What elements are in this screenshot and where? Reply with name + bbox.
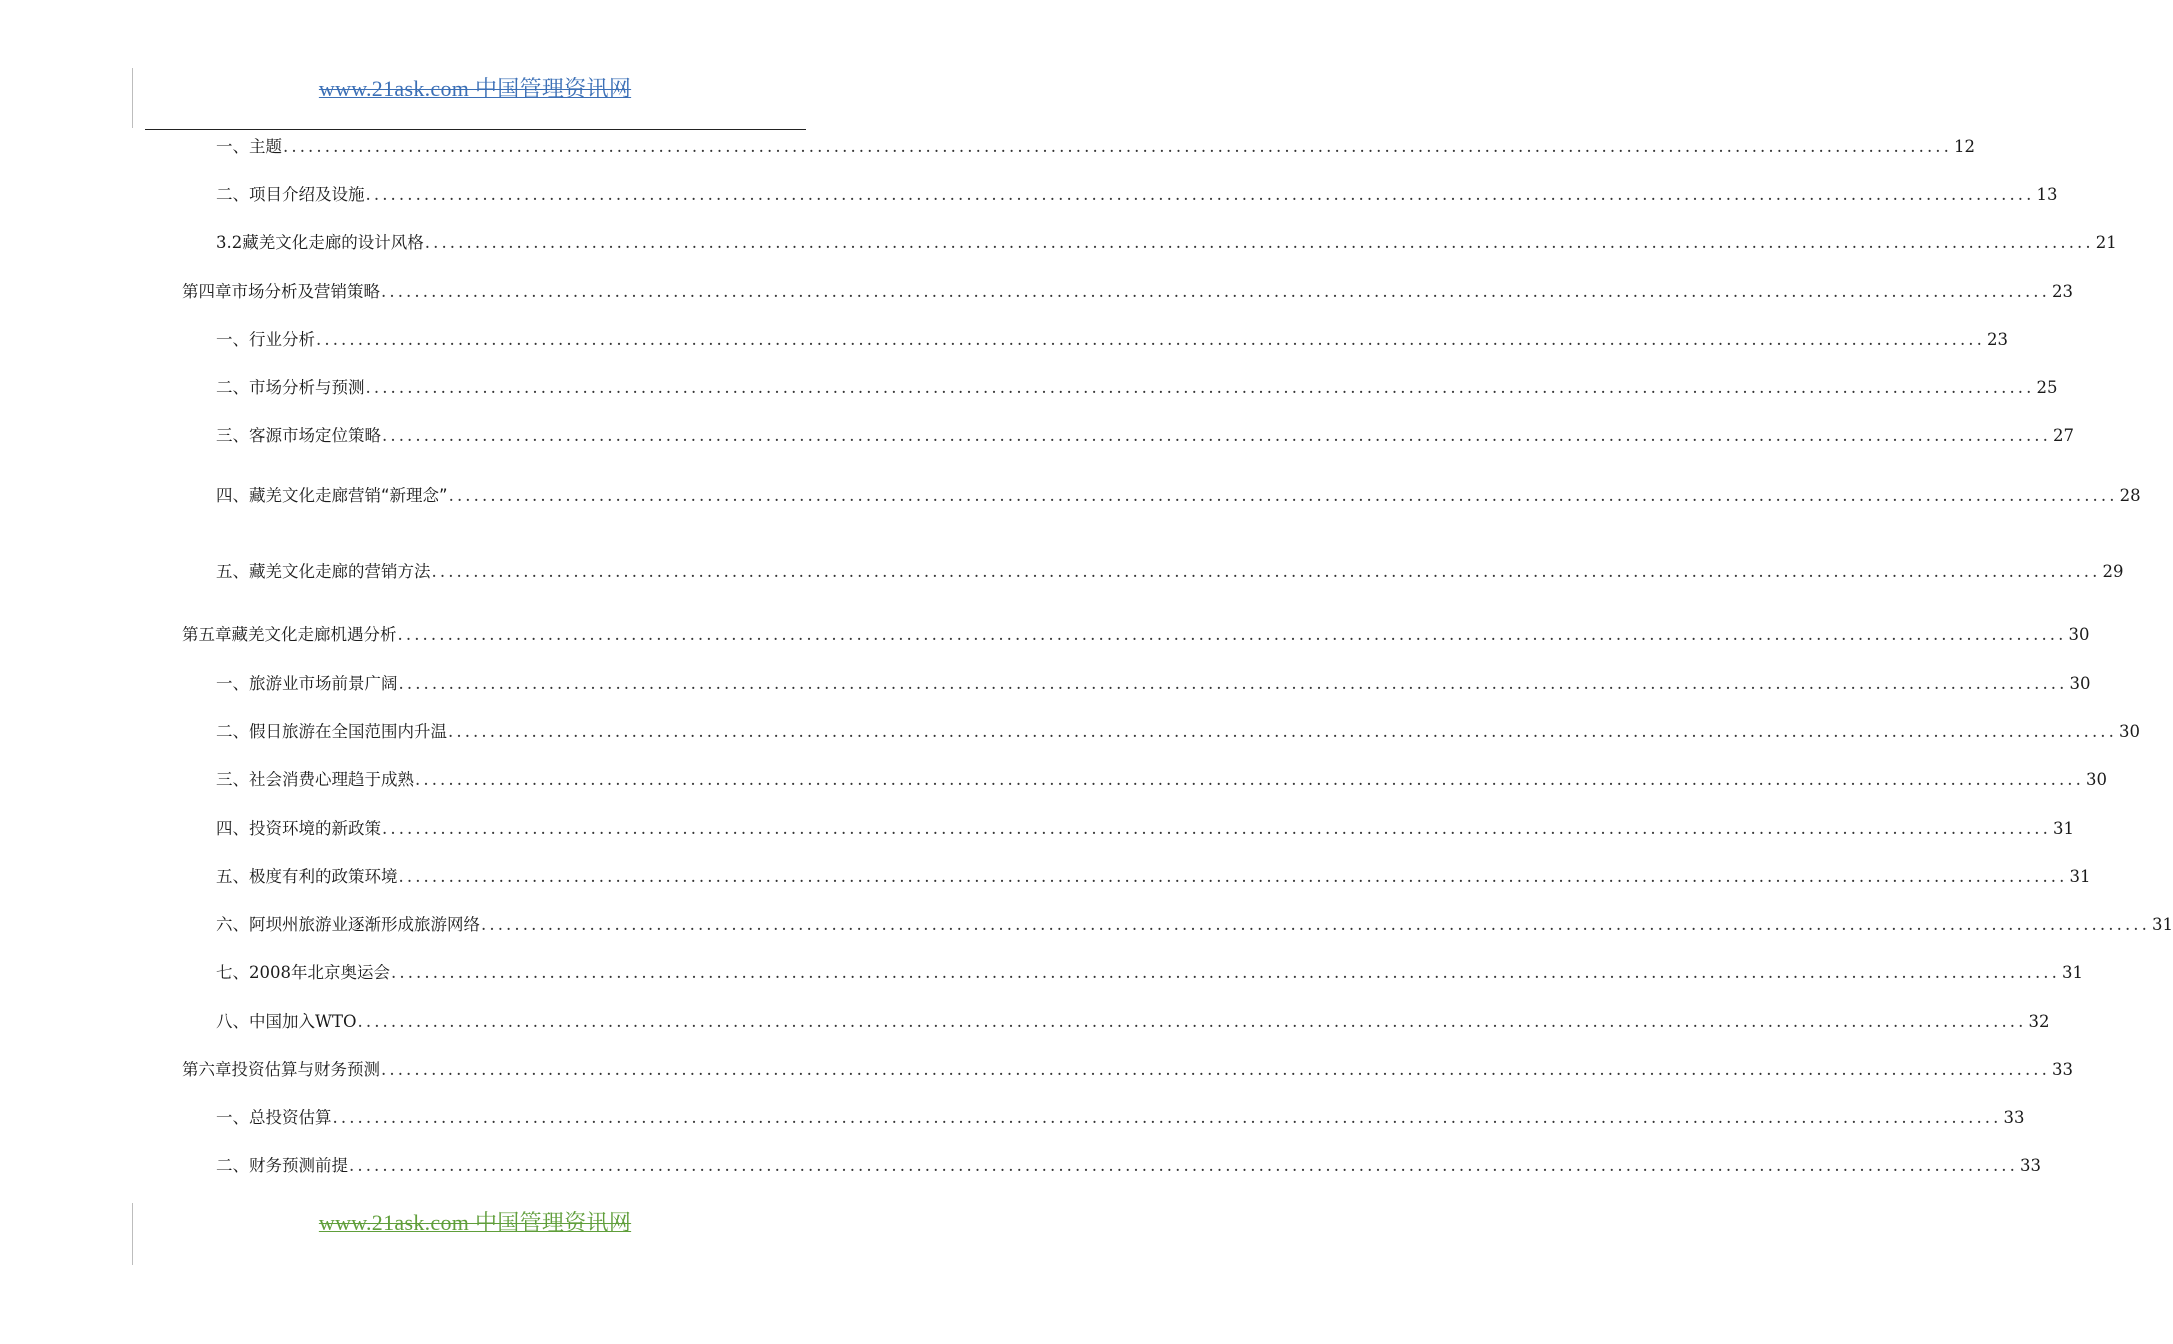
toc-entry-title: 七、2008年北京奥运会	[216, 963, 390, 982]
toc-page-number: 33	[2019, 1156, 2041, 1175]
toc-entry[interactable]	[216, 228, 2117, 254]
toc-leader: ........................................................................................................................................................................................................	[332, 1108, 2002, 1127]
toc-page-number: 32	[2028, 1012, 2050, 1031]
toc-entry[interactable]	[216, 862, 2091, 888]
toc-entry-title: 一、总投资估算	[216, 1108, 332, 1127]
toc-page-number: 33	[2051, 1060, 2073, 1079]
toc-leader: ........................................................................................................................................................................................................	[398, 674, 2068, 693]
toc-entry[interactable]	[216, 1103, 2025, 1129]
toc-leader: ........................................................................................................................................................................................................	[365, 185, 2035, 204]
toc-entry-title: 三、社会消费心理趋于成熟	[216, 770, 414, 789]
toc-chapter[interactable]	[182, 620, 2090, 646]
toc-entry-title: 一、旅游业市场前景广阔	[216, 674, 398, 693]
toc-entry-title: 五、藏羌文化走廊的营销方法	[216, 562, 431, 581]
toc-page-number: 31	[2069, 867, 2091, 886]
toc-entry[interactable]	[216, 557, 2124, 583]
toc-leader: ........................................................................................................................................................................................................	[382, 426, 2051, 445]
toc-page-number: 30	[2068, 625, 2090, 644]
toc-chapter[interactable]	[182, 277, 2073, 303]
toc-entry-title: 二、项目介绍及设施	[216, 185, 365, 204]
toc-entry-title: 六、阿坝州旅游业逐渐形成旅游网络	[216, 915, 480, 934]
toc-entry[interactable]	[216, 481, 2141, 507]
toc-entry-title: 八、中国加入WTO	[216, 1012, 357, 1031]
toc-chapter[interactable]	[182, 1055, 2073, 1081]
toc-leader: ........................................................................................................................................................................................................	[365, 378, 2035, 397]
toc-entry-title: 四、投资环境的新政策	[216, 819, 381, 838]
toc-entry[interactable]	[216, 717, 2140, 743]
toc-page-number: 12	[1953, 137, 1975, 156]
header-link[interactable]: www.21ask.com 中国管理资讯网	[318, 76, 632, 101]
toc-entry[interactable]	[216, 765, 2107, 791]
toc-leader: ........................................................................................................................................................................................................	[381, 282, 2050, 301]
toc-leader: ........................................................................................................................................................................................................	[382, 819, 2051, 838]
toc-chapter-title: 市场分析及营销策略	[231, 282, 380, 301]
toc-leader: ........................................................................................................................................................................................................	[397, 625, 2067, 644]
toc-entry-title: 二、假日旅游在全国范围内升温	[216, 722, 447, 741]
toc-page-number: 30	[2118, 722, 2140, 741]
toc-entry-title: 四、藏羌文化走廊营销“新理念”	[216, 486, 448, 505]
toc-page-number: 30	[2069, 674, 2091, 693]
toc-page-number: 29	[2102, 562, 2124, 581]
toc-entry[interactable]	[216, 132, 1975, 158]
toc-entry[interactable]	[216, 1151, 2041, 1177]
toc-chapter-title: 藏羌文化走廊机遇分析	[231, 625, 397, 644]
toc-leader: ........................................................................................................................................................................................................	[391, 963, 2060, 982]
toc-entry-title: 二、市场分析与预测	[216, 378, 365, 397]
toc-page-number: 31	[2061, 963, 2083, 982]
toc-entry[interactable]	[216, 1007, 2050, 1033]
footer-link[interactable]: www.21ask.com 中国管理资讯网	[318, 1210, 632, 1235]
toc-page-number: 25	[2036, 378, 2058, 397]
toc-entry-title: 五、极度有利的政策环境	[216, 867, 398, 886]
toc-entry[interactable]	[216, 373, 2058, 399]
toc-page-number: 27	[2052, 426, 2074, 445]
toc-entry-title: 二、财务预测前提	[216, 1156, 348, 1175]
toc-leader: ........................................................................................................................................................................................................	[481, 915, 2150, 934]
toc-page-number: 31	[2052, 819, 2074, 838]
toc-leader: ........................................................................................................................................................................................................	[398, 867, 2068, 886]
toc-leader: ........................................................................................................................................................................................................	[424, 233, 2094, 252]
toc-leader: ........................................................................................................................................................................................................	[415, 770, 2084, 789]
toc-entry[interactable]	[216, 180, 2058, 206]
toc-chapter-label: 第六章	[182, 1060, 232, 1079]
toc-chapter-title: 投资估算与财务预测	[231, 1060, 380, 1079]
toc-entry[interactable]	[216, 910, 2173, 936]
toc-entry-title: 一、主题	[216, 137, 282, 156]
toc-page-number: 28	[2119, 486, 2141, 505]
toc-leader: ........................................................................................................................................................................................................	[357, 1012, 2027, 1031]
toc-leader: ........................................................................................................................................................................................................	[316, 330, 1985, 349]
toc-chapter-label: 第五章	[182, 625, 232, 644]
toc-page-number: 23	[1986, 330, 2008, 349]
toc-entry[interactable]	[216, 325, 2008, 351]
toc-entry-title: 一、行业分析	[216, 330, 315, 349]
toc-page-number: 30	[2085, 770, 2107, 789]
toc-entry[interactable]	[216, 421, 2074, 447]
toc-entry[interactable]	[216, 958, 2083, 984]
toc-leader: ........................................................................................................................................................................................................	[448, 486, 2118, 505]
toc-entry-title: 3.2藏羌文化走廊的设计风格	[216, 233, 424, 252]
toc-leader: ........................................................................................................................................................................................................	[381, 1060, 2050, 1079]
toc-page-number: 33	[2003, 1108, 2025, 1127]
toc-entry-title: 三、客源市场定位策略	[216, 426, 381, 445]
toc-leader: ........................................................................................................................................................................................................	[448, 722, 2117, 741]
toc-page-number: 23	[2051, 282, 2073, 301]
toc-page-number: 13	[2036, 185, 2058, 204]
toc-leader: ........................................................................................................................................................................................................	[431, 562, 2101, 581]
toc-page-number: 31	[2151, 915, 2173, 934]
toc-chapter-label: 第四章	[182, 282, 232, 301]
toc-entry[interactable]	[216, 814, 2074, 840]
toc-entry[interactable]	[216, 669, 2091, 695]
toc-leader: ........................................................................................................................................................................................................	[349, 1156, 2018, 1175]
toc-page-number: 21	[2095, 233, 2117, 252]
toc-leader: ........................................................................................................................................................................................................	[283, 137, 1952, 156]
